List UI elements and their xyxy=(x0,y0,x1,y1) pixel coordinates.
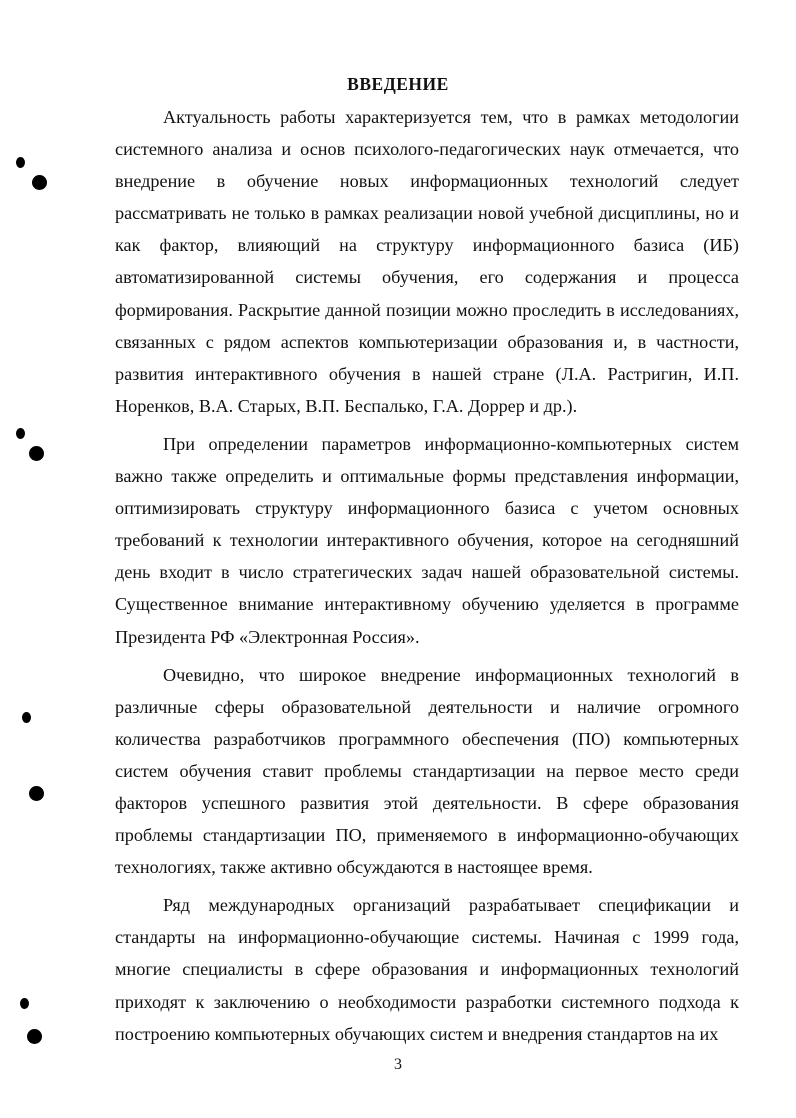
punch-hole-mark xyxy=(32,175,47,190)
punch-hole-mark xyxy=(29,786,44,801)
page-number: 3 xyxy=(394,1056,402,1073)
punch-hole-mark xyxy=(16,428,25,439)
punch-hole-mark xyxy=(27,1029,42,1044)
punch-hole-mark xyxy=(20,998,29,1009)
paragraph: Ряд международных организаций разрабатывает спецификации и стандарты на информационно-обучающие системы. Начиная с 1999 года, многие специалисты в сфере образования и информационных технологий приходят к заключению о необходимости разработки системного подхода к построению компьютерных обучающих систем и внедрения стандартов на их xyxy=(115,895,739,1044)
punch-hole-mark xyxy=(29,446,44,461)
page-title: ВВЕДЕНИЕ xyxy=(347,74,449,94)
paragraph: Очевидно, что широкое внедрение информационных технологий в различные сферы образовательной деятельности и наличие огромного количества разработчиков программного обеспечения (ПО) компьютерных систем обучения ставит проблемы стандартизации на первое место среди факторов успешного развития этой деятельности. В сфере образования проблемы стандартизации ПО, применяемого в информационно-обучающих технологиях, также активно обсуждаются в настоящее время. xyxy=(115,664,739,878)
paragraph: При определении параметров информационно-компьютерных систем важно также определить и оптимальные формы представления информации, оптимизировать структуру информационного базиса с учетом основных требований к технологии интерактивного обучения, которое на сегодняшний день входит в число стратегических задач нашей образовательной системы. Существенное внимание интерактивному обучению уделяется в программе Президента РФ «Электронная Россия». xyxy=(115,433,739,647)
paragraph: Актуальность работы характеризуется тем, что в рамках методологии системного анализа и основ психолого-педагогических наук отмечается, что внедрение в обучение новых информационных технологий следует рассматривать не только в рамках реализации новой учебной дисциплины, но и как фактор, влияющий на структуру информационного базиса (ИБ) автоматизированной системы обучения, его содержания и процесса формирования. Раскрытие данной позиции можно проследить в исследованиях, связанных с рядом аспектов компьютеризации образования и, в частности, развития интерактивного обучения в нашей стране (Л.А. Растригин, И.П. Норенков, В.А. Старых, В.П. Беспалько, Г.А. Доррер и др.). xyxy=(115,107,739,416)
punch-hole-mark xyxy=(16,157,25,168)
body-text xyxy=(115,101,739,1056)
punch-hole-mark xyxy=(22,712,31,723)
